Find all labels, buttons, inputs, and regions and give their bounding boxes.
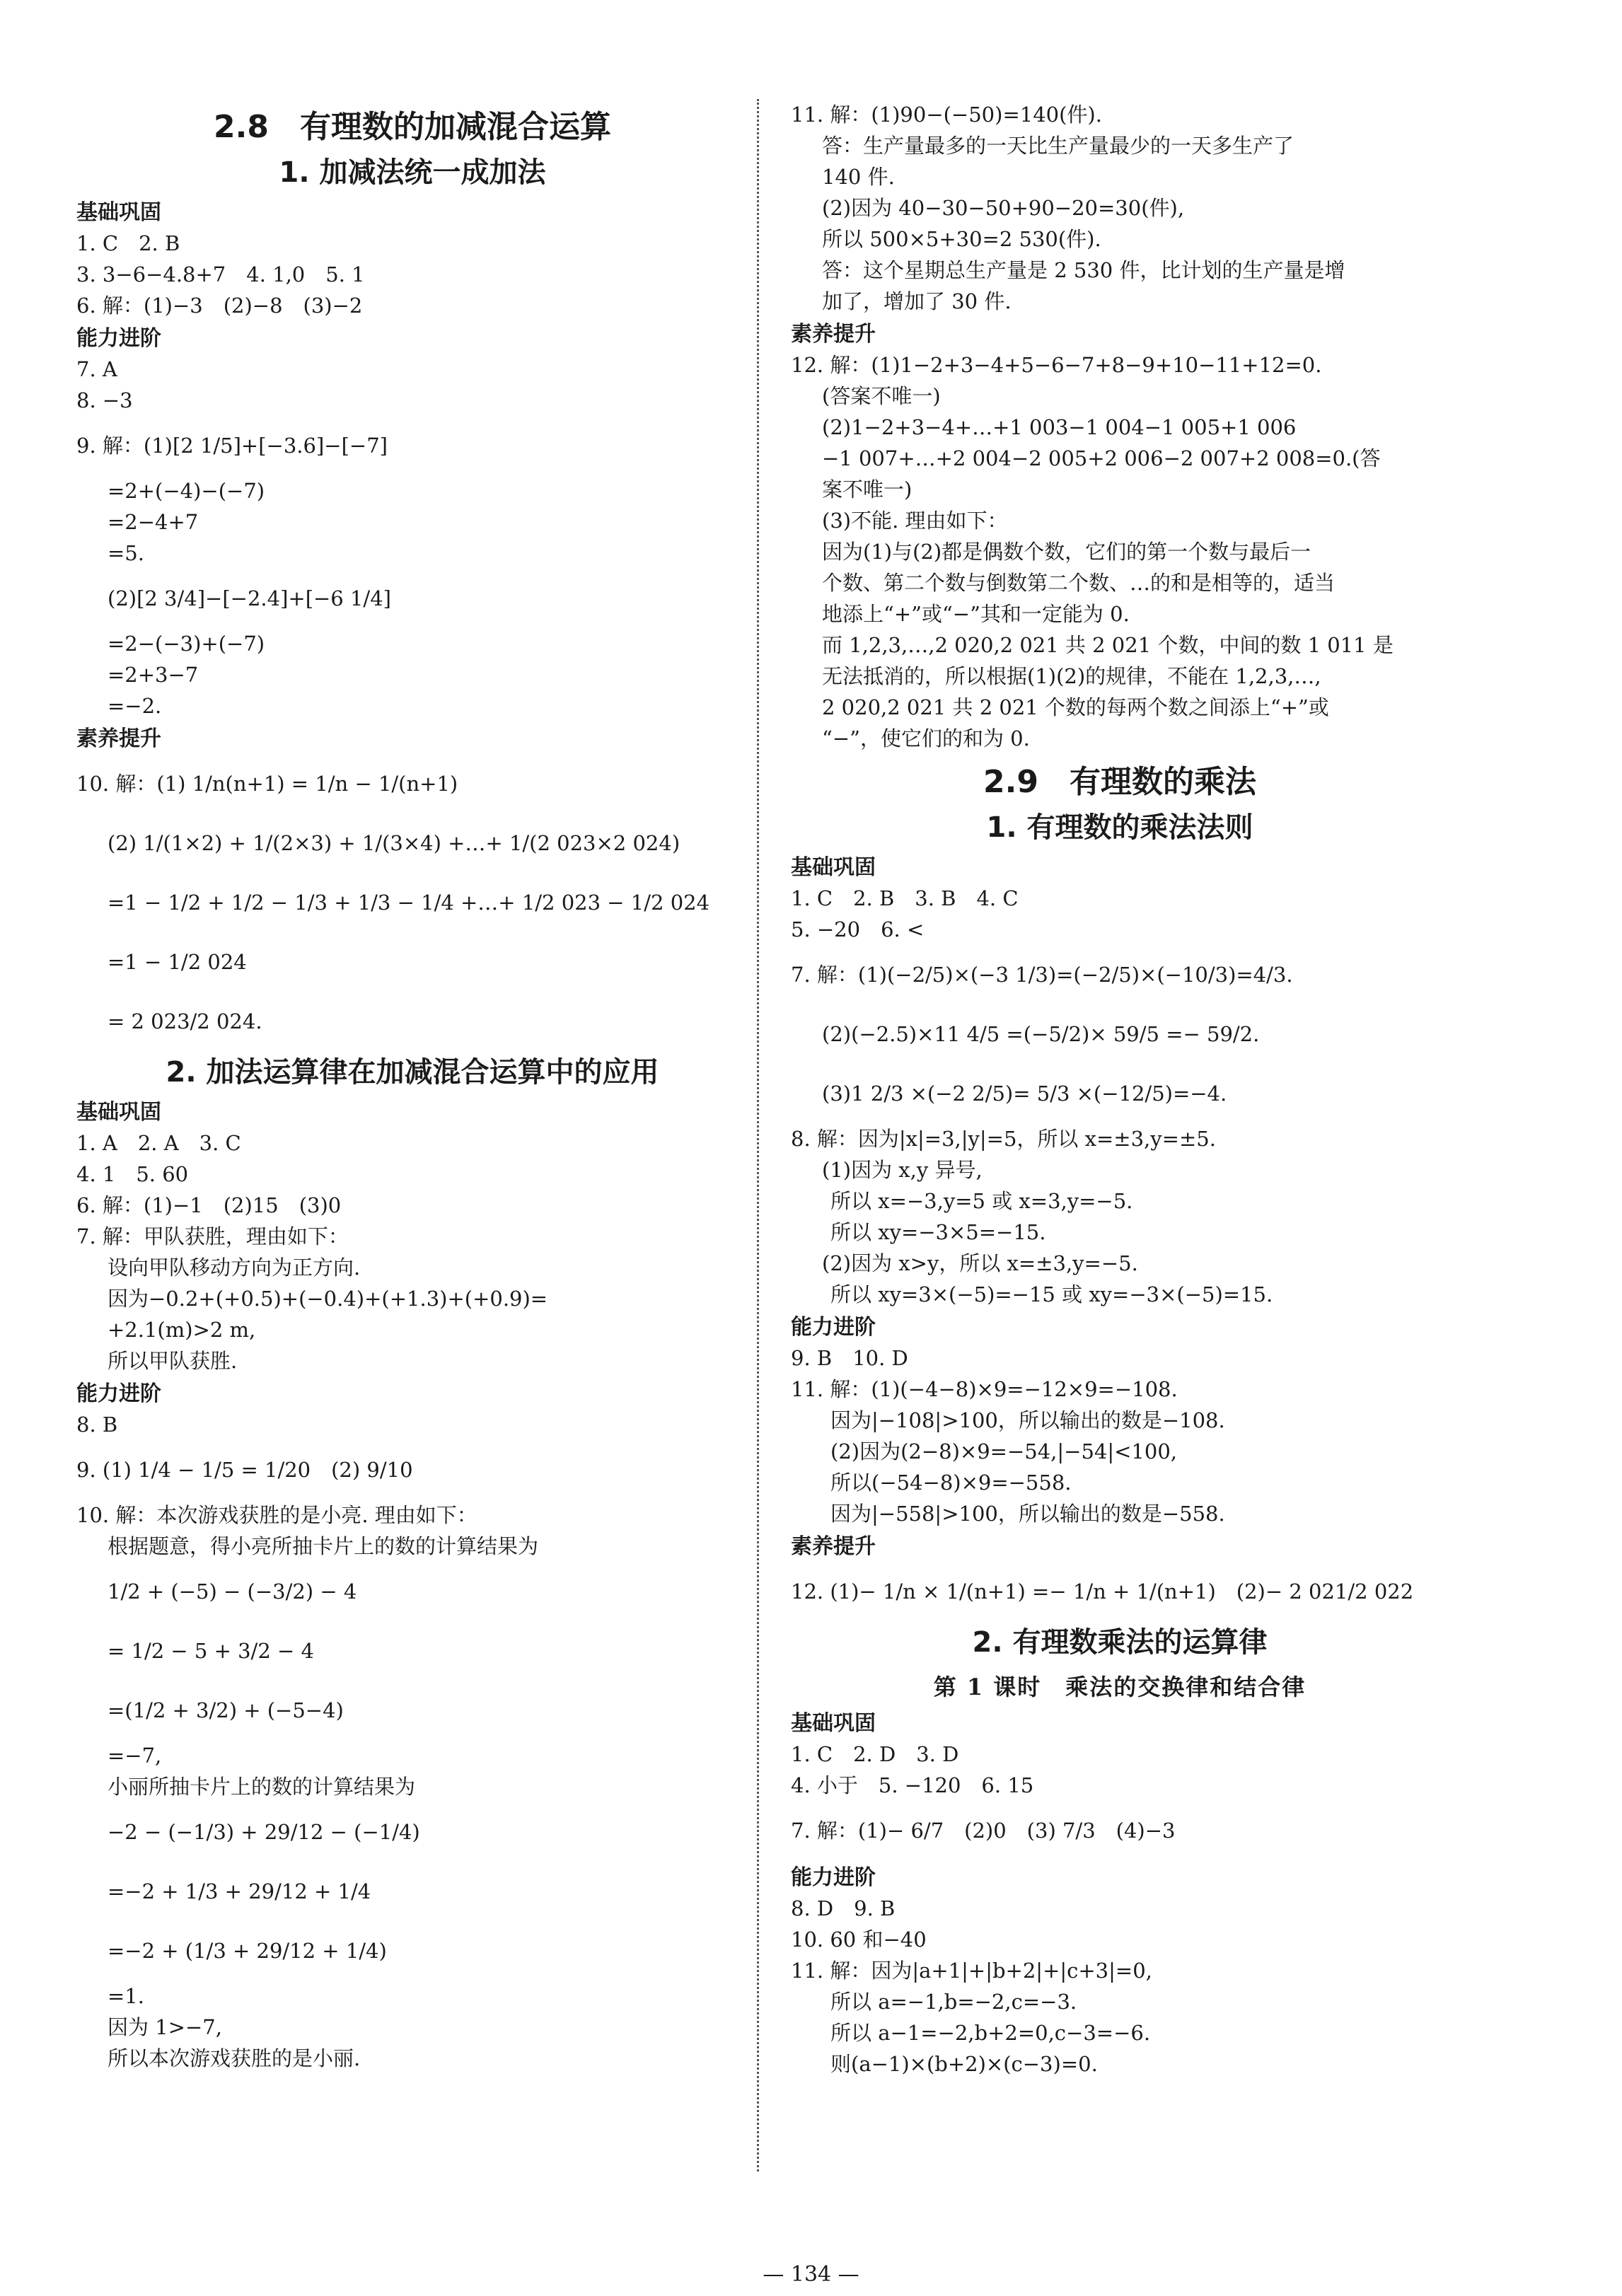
answer-line: = 1/2 − 5 + 3/2 − 4 bbox=[108, 1639, 314, 1663]
answer-line: (2) 1/(1×2) + 1/(2×3) + 1/(3×4) +…+ 1/(2 023×2 024) bbox=[108, 831, 680, 855]
category-heading: 能力进阶 bbox=[76, 326, 161, 351]
answer-line: 4. 小于 5. −120 6. 15 bbox=[791, 1773, 1034, 1797]
answer-line: 因为−0.2+(+0.5)+(−0.4)+(+1.3)+(+0.9)= bbox=[108, 1287, 548, 1311]
answer-line: 因为 1>−7, bbox=[108, 2015, 222, 2039]
answer-line: (答案不唯一) bbox=[822, 384, 941, 408]
answer-line: =−2. bbox=[108, 694, 162, 718]
answer-line: 8. 解：因为|x|=3,|y|=5，所以 x=±3,y=±5. bbox=[791, 1127, 1216, 1151]
answer-line: 因为(1)与(2)都是偶数个数，它们的第一个数与最后一 bbox=[822, 540, 1311, 564]
answer-line: 10. 解：(1) 1/n(n+1) = 1/n − 1/(n+1) bbox=[76, 772, 458, 796]
answer-line: 所以 xy=3×(−5)=−15 或 xy=−3×(−5)=15. bbox=[830, 1282, 1273, 1306]
answer-line: =−7, bbox=[108, 1744, 162, 1768]
answer-line: (1)因为 x,y 异号, bbox=[822, 1158, 983, 1182]
category-heading: 基础巩固 bbox=[76, 1100, 161, 1125]
answer-line: −2 − (−1/3) + 29/12 − (−1/4) bbox=[108, 1820, 420, 1844]
answer-line: 所以 a−1=−2,b+2=0,c−3=−6. bbox=[830, 2021, 1151, 2045]
answer-line: 答：生产量最多的一天比生产量最少的一天多生产了 bbox=[822, 134, 1294, 158]
answer-line: (2)(−2.5)×11 4/5 =(−5/2)× 59/5 =− 59/2. bbox=[822, 1022, 1260, 1046]
answer-line: 12. 解：(1)1−2+3−4+5−6−7+8−9+10−11+12=0. bbox=[791, 353, 1322, 377]
answer-line: 7. 解：(1)− 6/7 (2)0 (3) 7/3 (4)−3 bbox=[791, 1819, 1176, 1843]
answer-line: 9. B 10. D bbox=[791, 1346, 908, 1370]
answer-line: (2)因为 40−30−50+90−20=30(件), bbox=[822, 196, 1185, 220]
answer-line: 1. C 2. B bbox=[76, 231, 180, 255]
answer-line: 140 件. bbox=[822, 165, 895, 189]
answer-line: 根据题意，得小亮所抽卡片上的数的计算结果为 bbox=[108, 1534, 539, 1558]
answer-line: 加了，增加了 30 件. bbox=[822, 289, 1012, 313]
subsection-title: 1. 加减法统一成加法 bbox=[279, 156, 546, 189]
answer-line: =2−4+7 bbox=[108, 510, 199, 534]
answer-line: 所以(−54−8)×9=−558. bbox=[830, 1471, 1072, 1495]
answer-line: = 2 023/2 024. bbox=[108, 1009, 262, 1033]
answer-line: =1 − 1/2 + 1/2 − 1/3 + 1/3 − 1/4 +…+ 1/2 023 − 1/2 024 bbox=[108, 891, 710, 915]
answer-line: 答：这个星期总生产量是 2 530 件，比计划的生产量是增 bbox=[822, 258, 1345, 282]
answer-line: +2.1(m)>2 m, bbox=[108, 1318, 256, 1342]
section-title: 2.9 有理数的乘法 bbox=[983, 764, 1256, 800]
answer-line: (2)[2 3/4]−[−2.4]+[−6 1/4] bbox=[108, 586, 391, 610]
answer-line: 8. B bbox=[76, 1413, 118, 1437]
right-column bbox=[791, 99, 1449, 2080]
answer-line: 11. 解：因为|a+1|+|b+2|+|c+3|=0, bbox=[791, 1959, 1152, 1983]
category-heading: 素养提升 bbox=[76, 726, 161, 751]
answer-line: 12. (1)− 1/n × 1/(n+1) =− 1/n + 1/(n+1) (2)− 2 021/2 022 bbox=[791, 1579, 1414, 1604]
lesson-title: 第 1 课时 乘法的交换律和结合律 bbox=[933, 1674, 1307, 1700]
answer-line: 而 1,2,3,…,2 020,2 021 共 2 021 个数，中间的数 1 011 是 bbox=[822, 633, 1394, 657]
answer-line: 无法抵消的，所以根据(1)(2)的规律，不能在 1,2,3,…, bbox=[822, 664, 1321, 688]
answer-line: 7. A bbox=[76, 357, 117, 381]
answer-line: =−2 + 1/3 + 29/12 + 1/4 bbox=[108, 1879, 371, 1903]
answer-line: 所以甲队获胜. bbox=[108, 1349, 238, 1373]
category-heading: 基础巩固 bbox=[791, 855, 876, 880]
answer-line: =2+3−7 bbox=[108, 663, 199, 687]
answer-line: =1 − 1/2 024 bbox=[108, 950, 247, 974]
answer-line: (3)不能. 理由如下： bbox=[822, 509, 1008, 533]
answer-line: =−2 + (1/3 + 29/12 + 1/4) bbox=[108, 1939, 387, 1963]
left-column bbox=[76, 99, 748, 2074]
answer-line: =2−(−3)+(−7) bbox=[108, 632, 265, 656]
answer-line: 10. 解：本次游戏获胜的是小亮. 理由如下： bbox=[76, 1503, 477, 1527]
answer-line: 1. A 2. A 3. C bbox=[76, 1131, 241, 1155]
subsection-title: 2. 加法运算律在加减混合运算中的应用 bbox=[166, 1056, 659, 1089]
page-number: — 134 — bbox=[763, 2262, 859, 2287]
answer-line: 所以 a=−1,b=−2,c=−3. bbox=[830, 1990, 1077, 2014]
category-heading: 基础巩固 bbox=[76, 200, 161, 225]
category-heading: 素养提升 bbox=[791, 322, 876, 347]
answer-line: 4. 1 5. 60 bbox=[76, 1162, 189, 1186]
answer-line: 8. −3 bbox=[76, 388, 133, 412]
answer-line: 5. −20 6. < bbox=[791, 917, 925, 941]
section-title: 2.8 有理数的加减混合运算 bbox=[214, 109, 611, 145]
answer-line: 11. 解：(1)(−4−8)×9=−12×9=−108. bbox=[791, 1377, 1178, 1401]
answer-line: 个数、第二个数与倒数第二个数、…的和是相等的，适当 bbox=[822, 571, 1336, 595]
category-heading: 基础巩固 bbox=[791, 1711, 876, 1736]
answer-line: 7. 解：(1)(−2/5)×(−3 1/3)=(−2/5)×(−10/3)=4/3. bbox=[791, 963, 1293, 987]
answer-line: 3. 3−6−4.8+7 4. 1,0 5. 1 bbox=[76, 262, 365, 286]
answer-line: 6. 解：(1)−3 (2)−8 (3)−2 bbox=[76, 294, 363, 318]
answer-line: “−”，使它们的和为 0. bbox=[822, 726, 1030, 750]
answer-line: =5. bbox=[108, 541, 144, 565]
answer-line: 9. (1) 1/4 − 1/5 = 1/20 (2) 9/10 bbox=[76, 1458, 413, 1482]
answer-line: 2 020,2 021 共 2 021 个数的每两个数之间添上“+”或 bbox=[822, 695, 1329, 719]
category-heading: 能力进阶 bbox=[76, 1381, 161, 1406]
category-heading: 素养提升 bbox=[791, 1534, 876, 1559]
answer-line: 7. 解：甲队获胜，理由如下： bbox=[76, 1224, 349, 1248]
answer-line: 所以 xy=−3×5=−15. bbox=[830, 1220, 1046, 1244]
answer-line: 1. C 2. D 3. D bbox=[791, 1742, 959, 1766]
category-heading: 能力进阶 bbox=[791, 1315, 876, 1340]
answer-line: 设向甲队移动方向为正方向. bbox=[108, 1256, 361, 1280]
answer-line: 小丽所抽卡片上的数的计算结果为 bbox=[108, 1775, 416, 1799]
answer-line: (3)1 2/3 ×(−2 2/5)= 5/3 ×(−12/5)=−4. bbox=[822, 1082, 1227, 1106]
answer-line: 因为|−108|>100，所以输出的数是−108. bbox=[830, 1408, 1225, 1432]
answer-line: 10. 60 和−40 bbox=[791, 1927, 927, 1952]
subsection-title: 1. 有理数的乘法法则 bbox=[986, 811, 1253, 844]
answer-line: (2)1−2+3−4+…+1 003−1 004−1 005+1 006 bbox=[822, 415, 1297, 439]
answer-line: =1. bbox=[108, 1984, 144, 2008]
answer-line: 所以本次游戏获胜的是小丽. bbox=[108, 2046, 361, 2070]
answer-line: =(1/2 + 3/2) + (−5−4) bbox=[108, 1698, 344, 1722]
answer-line: (2)因为 x>y，所以 x=±3,y=−5. bbox=[822, 1251, 1138, 1275]
answer-line: 所以 x=−3,y=5 或 x=3,y=−5. bbox=[830, 1189, 1133, 1213]
answer-line: =2+(−4)−(−7) bbox=[108, 479, 265, 503]
answer-line: 案不唯一) bbox=[822, 477, 913, 501]
answer-line: (2)因为(2−8)×9=−54,|−54|<100, bbox=[830, 1439, 1177, 1463]
answer-line: 因为|−558|>100，所以输出的数是−558. bbox=[830, 1502, 1225, 1526]
subsection-title: 2. 有理数乘法的运算律 bbox=[972, 1626, 1268, 1659]
answer-line: 8. D 9. B bbox=[791, 1896, 896, 1920]
answer-line: 则(a−1)×(b+2)×(c−3)=0. bbox=[830, 2052, 1098, 2076]
column-divider bbox=[757, 99, 759, 2172]
answer-line: 1/2 + (−5) − (−3/2) − 4 bbox=[108, 1579, 357, 1604]
answer-line: 6. 解：(1)−1 (2)15 (3)0 bbox=[76, 1193, 342, 1217]
answer-line: 1. C 2. B 3. B 4. C bbox=[791, 886, 1019, 910]
answer-line: 11. 解：(1)90−(−50)=140(件). bbox=[791, 103, 1102, 127]
answer-line: 9. 解：(1)[2 1/5]+[−3.6]−[−7] bbox=[76, 434, 388, 458]
answer-line: 地添上“+”或“−”其和一定能为 0. bbox=[822, 602, 1130, 626]
answer-line: 所以 500×5+30=2 530(件). bbox=[822, 227, 1101, 251]
category-heading: 能力进阶 bbox=[791, 1865, 876, 1890]
answer-line: −1 007+…+2 004−2 005+2 006−2 007+2 008=0.(答 bbox=[822, 446, 1381, 470]
